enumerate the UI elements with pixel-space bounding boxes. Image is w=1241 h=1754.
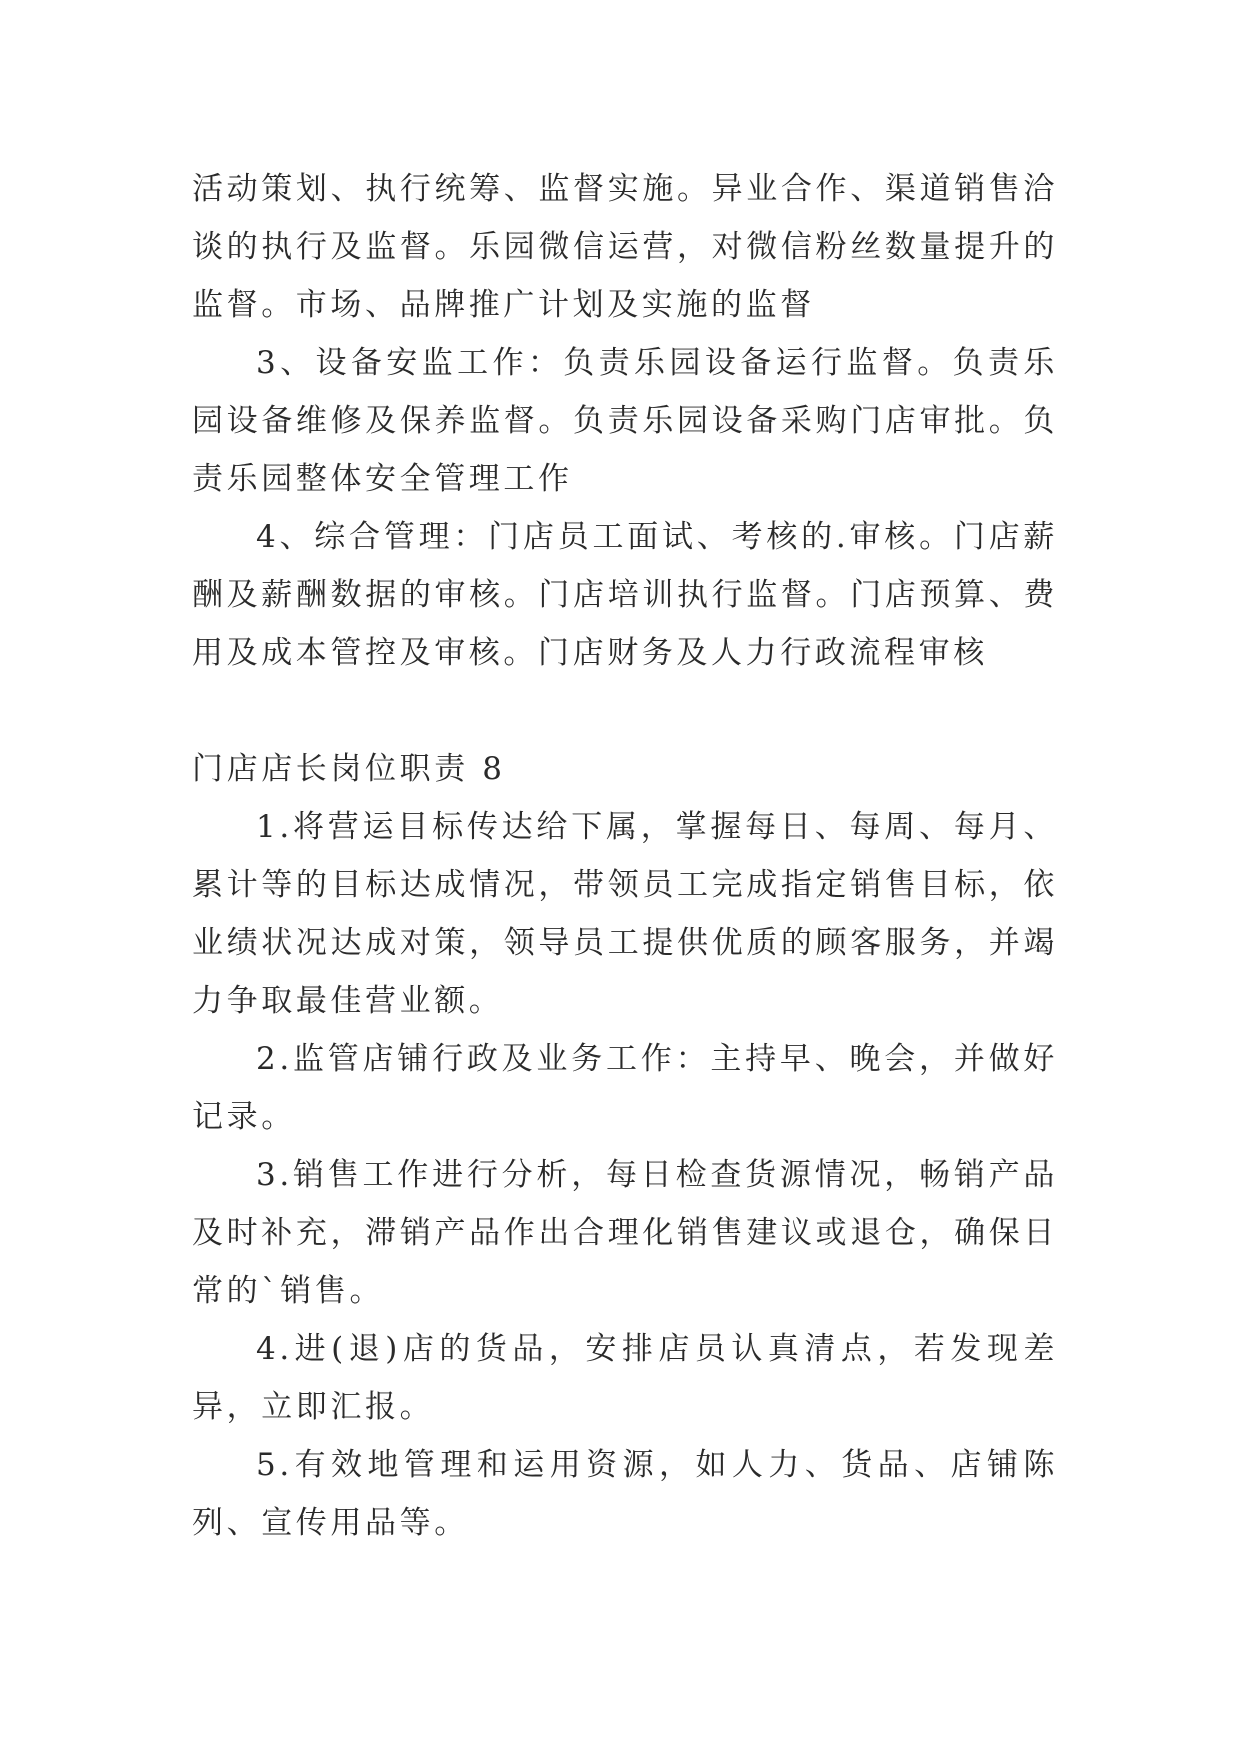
paragraph-equipment-safety: 3、设备安监工作：负责乐园设备运行监督。负责乐园设备维修及保养监督。负责乐园设备采购门店审批。负责乐园整体安全管理工作 bbox=[192, 345, 1058, 497]
duty-item-5: 5.有效地管理和运用资源，如人力、货品、店铺陈列、宣传用品等。 bbox=[192, 1447, 1058, 1541]
duty-item-1: 1.将营运目标传达给下属，掌握每日、每周、每月、累计等的目标达成情况，带领员工完成指定销售目标，依业绩状况达成对策，领导员工提供优质的顾客服务，并竭力争取最佳营业额。 bbox=[192, 809, 1058, 1019]
section-spacer bbox=[192, 682, 1058, 740]
duty-item-4: 4.进(退)店的货品，安排店员认真清点，若发现差异，立即汇报。 bbox=[192, 1331, 1058, 1425]
paragraph-general-management: 4、综合管理：门店员工面试、考核的.审核。门店薪酬及薪酬数据的审核。门店培训执行监督。门店预算、费用及成本管控及审核。门店财务及人力行政流程审核 bbox=[192, 519, 1058, 671]
paragraph-activity-planning: 活动策划、执行统筹、监督实施。异业合作、渠道销售洽谈的执行及监督。乐园微信运营，对微信粉丝数量提升的监督。市场、品牌推广计划及实施的监督 bbox=[192, 171, 1058, 323]
duty-item-2: 2.监管店铺行政及业务工作：主持早、晚会，并做好记录。 bbox=[192, 1041, 1058, 1135]
duty-item-3: 3.销售工作进行分析，每日检查货源情况，畅销产品及时补充，滞销产品作出合理化销售建议或退仓，确保日常的`销售。 bbox=[192, 1157, 1058, 1309]
section-title: 门店店长岗位职责 8 bbox=[192, 751, 506, 787]
document-body bbox=[192, 160, 1058, 1552]
